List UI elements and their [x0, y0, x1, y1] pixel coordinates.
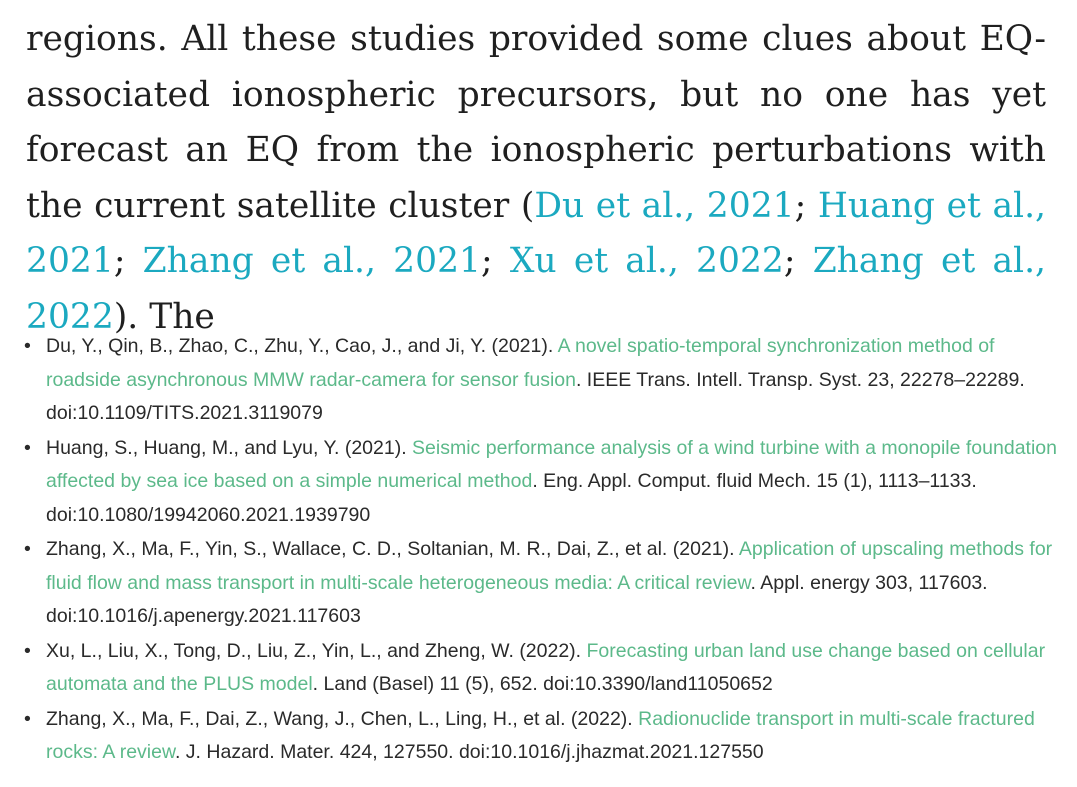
citation-link-zhang-2022[interactable]: Zhang et al., 2022	[26, 241, 1047, 337]
citation-separator: ;	[794, 185, 818, 226]
reference-source: . Eng. Appl. Comput. fluid Mech. 15 (1), 1113–1133. doi:10.1080/19942060.2021.1939790	[46, 470, 977, 526]
reference-source: . J. Hazard. Mater. 424, 127550. doi:10.1016/j.jhazmat.2021.127550	[174, 741, 764, 763]
citation-separator: ;	[480, 241, 510, 281]
paragraph-text-before: regions. All these studies provided some clues about EQ-associated ionospheric precursors, but no one has yet forecast an EQ from the ionospheric perturbations with the current satellite cluster (	[26, 19, 1046, 226]
reference-title-link[interactable]: Radionuclide transport in multi-scale fractured rocks: A review	[46, 707, 1035, 763]
citation-separator: ;	[783, 241, 813, 281]
paragraph-text-after: ). The	[113, 296, 215, 337]
citation-link-xu-2022[interactable]: Xu et al., 2022	[509, 241, 784, 281]
reference-item-xu-2022	[24, 635, 1060, 702]
bullet-icon: •	[24, 538, 31, 560]
reference-title-link[interactable]: Seismic performance analysis of a wind turbine with a monopile foundation affected by sea ice based on a simple numerical method	[46, 436, 1057, 492]
reference-item-du-2021	[24, 330, 1060, 431]
reference-title-link[interactable]: Forecasting urban land use change based on cellular automata and the PLUS model	[46, 639, 1046, 695]
bullet-icon: •	[24, 707, 31, 730]
bullet-icon: •	[24, 436, 31, 459]
article-paragraph	[26, 12, 1046, 345]
reference-item-zhang-2022	[24, 703, 1060, 770]
reference-authors: Zhang, X., Ma, F., Dai, Z., Wang, J., Chen, L., Ling, H., et al. (2022).	[46, 707, 639, 730]
citation-link-du-2021[interactable]: Du et al., 2021	[534, 185, 795, 226]
reference-list	[0, 330, 1060, 771]
reference-source: . Appl. energy 303, 117603. doi:10.1016/j.apenergy.2021.117603	[46, 571, 988, 627]
reference-authors: Du, Y., Qin, B., Zhao, C., Zhu, Y., Cao, J., and Ji, Y. (2021).	[46, 335, 558, 357]
citation-link-zhang-2021[interactable]: Zhang et al., 2021	[142, 241, 481, 281]
reference-authors: Huang, S., Huang, M., and Lyu, Y. (2021).	[46, 436, 413, 459]
reference-item-huang-2021	[24, 432, 1060, 533]
reference-title-link[interactable]: Application of upscaling methods for fluid flow and mass transport in multi-scale heterogeneous media: A critical review	[46, 538, 1053, 594]
citation-link-huang-2021[interactable]: Huang et al., 2021	[26, 185, 1047, 281]
reference-authors: Zhang, X., Ma, F., Yin, S., Wallace, C. D., Soltanian, M. R., Dai, Z., et al. (2021).	[46, 538, 739, 560]
bullet-icon: •	[24, 335, 31, 357]
bullet-icon: •	[24, 639, 31, 662]
reference-item-zhang-2021	[24, 533, 1060, 634]
reference-authors: Xu, L., Liu, X., Tong, D., Liu, Z., Yin, L., and Zheng, W. (2022).	[46, 639, 587, 662]
reference-source: . IEEE Trans. Intell. Transp. Syst. 23, 22278–22289. doi:10.1109/TITS.2021.3119079	[46, 368, 1025, 424]
reference-title-link[interactable]: A novel spatio-temporal synchronization method of roadside asynchronous MMW radar-camera for sensor fusion	[46, 335, 995, 391]
citation-separator: ;	[113, 241, 143, 281]
reference-source: . Land (Basel) 11 (5), 652. doi:10.3390/land11050652	[312, 673, 773, 695]
